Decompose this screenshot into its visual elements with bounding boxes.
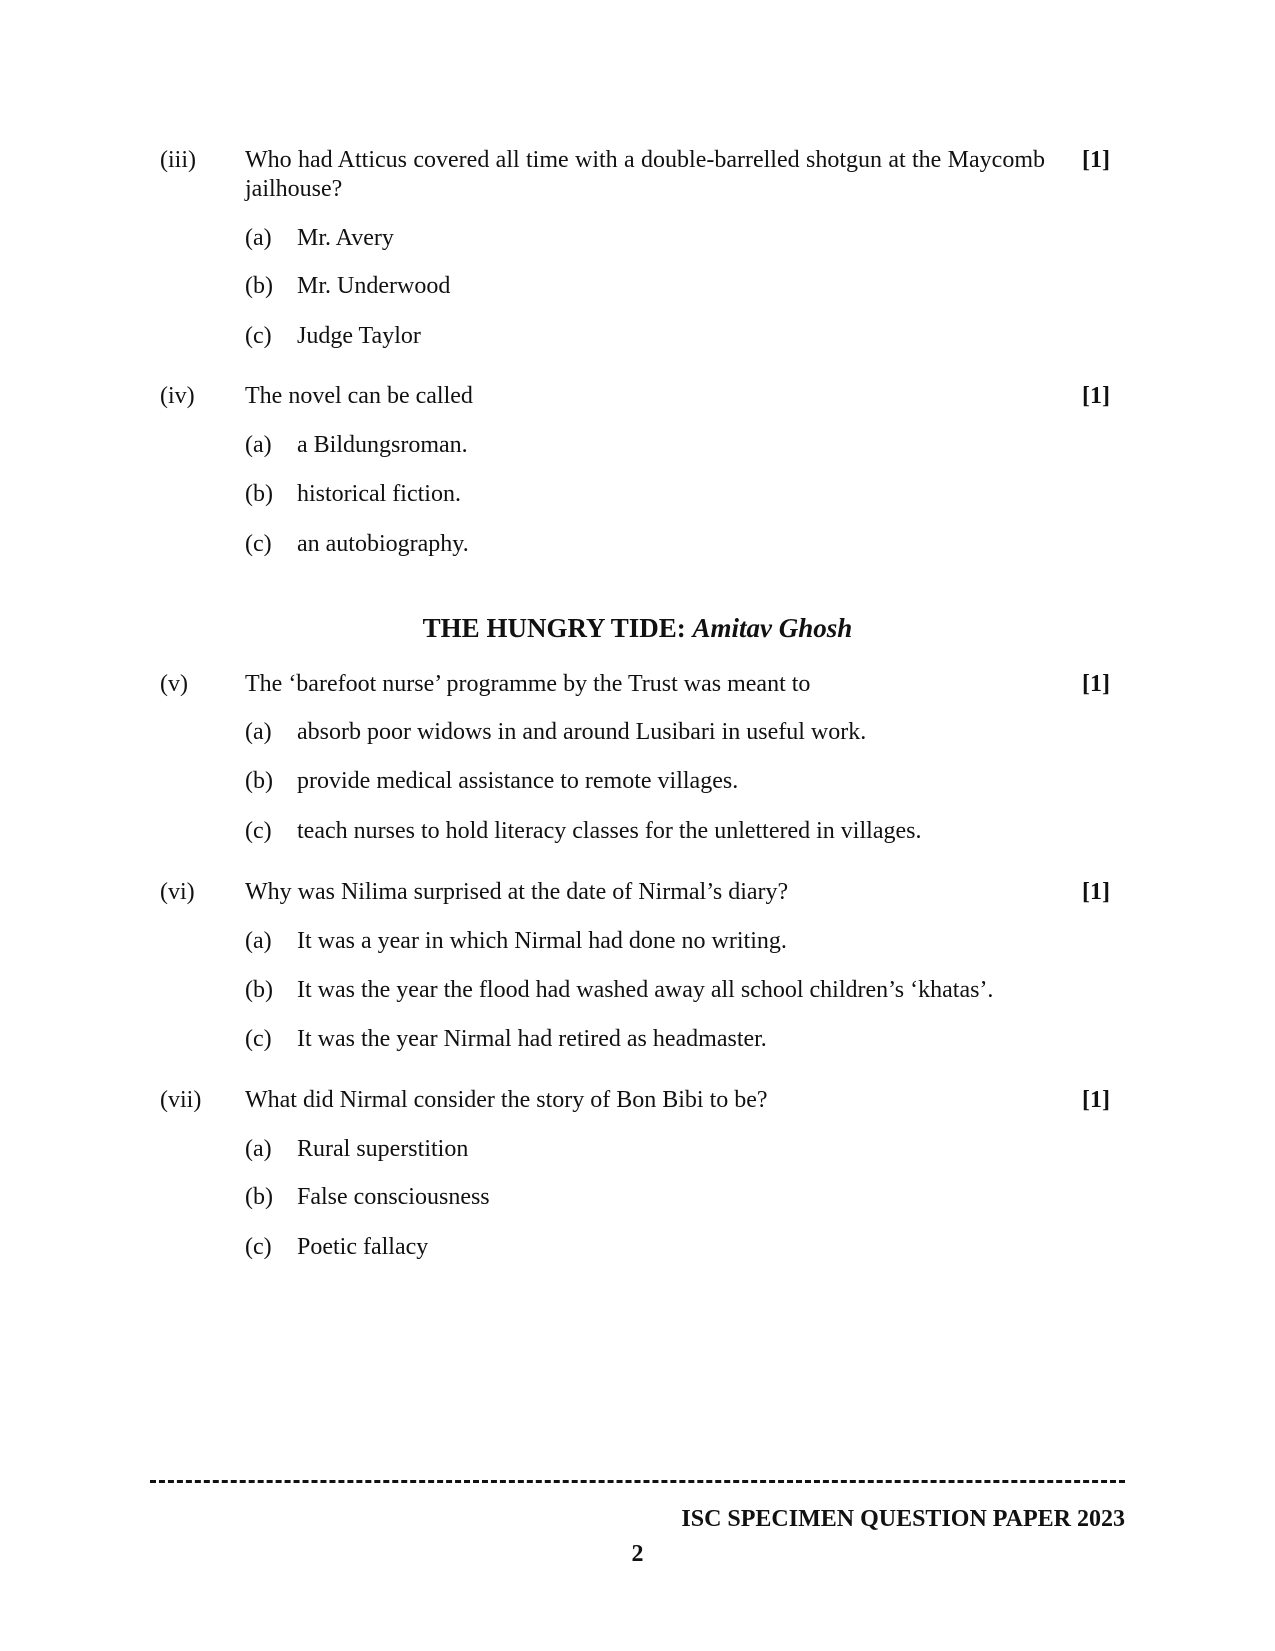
option-item	[245, 322, 421, 351]
option-text: a Bildungsroman.	[297, 432, 468, 458]
section-author: Amitav Ghosh	[692, 613, 853, 643]
option-item	[245, 976, 993, 1005]
option-item	[245, 1025, 767, 1054]
section-title: THE HUNGRY TIDE:	[422, 613, 686, 643]
option-item	[245, 718, 866, 747]
option-text: provide medical assistance to remote villages.	[297, 768, 739, 794]
option-text: absorb poor widows in and around Lusibari in useful work.	[297, 719, 867, 745]
option-text: an autobiography.	[297, 531, 469, 557]
option-label: (c)	[245, 323, 272, 349]
option-item	[245, 272, 450, 301]
question-marks: [1]	[1082, 383, 1110, 409]
option-item	[245, 480, 461, 509]
option-label: (c)	[245, 1234, 272, 1260]
question-number: (iii)	[160, 147, 196, 173]
option-item	[245, 817, 921, 846]
option-item	[245, 767, 738, 796]
option-label: (b)	[245, 1184, 273, 1210]
option-text: Mr. Underwood	[297, 273, 451, 299]
page-number: 2	[631, 1541, 644, 1567]
footer-title: ISC SPECIMEN QUESTION PAPER 2023	[681, 1506, 1125, 1532]
option-label: (c)	[245, 531, 272, 557]
option-text: Poetic fallacy	[297, 1234, 429, 1260]
option-text: teach nurses to hold literacy classes for the unlettered in villages.	[297, 818, 922, 844]
option-label: (a)	[245, 1136, 272, 1162]
option-item	[245, 927, 787, 956]
question-marks: [1]	[1082, 147, 1110, 173]
question-text: The ‘barefoot nurse’ programme by the Trust was meant to	[245, 671, 811, 697]
option-text: It was the year the flood had washed away all school children’s ‘khatas’.	[297, 977, 994, 1003]
question-number: (v)	[160, 671, 188, 697]
option-text: Mr. Avery	[297, 225, 394, 251]
option-text: historical fiction.	[297, 481, 461, 507]
question-text: What did Nirmal consider the story of Bon Bibi to be?	[245, 1087, 768, 1113]
option-label: (c)	[245, 1026, 272, 1052]
option-item	[245, 431, 468, 460]
option-item	[245, 1233, 428, 1262]
option-label: (c)	[245, 818, 272, 844]
option-text: It was a year in which Nirmal had done no writing.	[297, 928, 787, 954]
question-number: (iv)	[160, 383, 195, 409]
question-marks: [1]	[1082, 879, 1110, 905]
question-text: Who had Atticus covered all time with a double-barrelled shotgun at the Maycomb jailhouse?	[245, 147, 1045, 202]
section-heading	[0, 612, 1275, 644]
footer-divider	[150, 1480, 1125, 1483]
question-text: Why was Nilima surprised at the date of Nirmal’s diary?	[245, 879, 789, 905]
option-item	[245, 1135, 468, 1164]
option-label: (b)	[245, 273, 273, 299]
option-item	[245, 1183, 490, 1212]
question-number: (vi)	[160, 879, 195, 905]
option-label: (a)	[245, 719, 272, 745]
option-label: (a)	[245, 432, 272, 458]
option-item	[245, 530, 469, 559]
option-label: (a)	[245, 928, 272, 954]
option-text: Judge Taylor	[297, 323, 421, 349]
question-marks: [1]	[1082, 1087, 1110, 1113]
option-label: (b)	[245, 977, 273, 1003]
question-number: (vii)	[160, 1087, 202, 1113]
option-item	[245, 224, 394, 253]
option-text: False consciousness	[297, 1184, 490, 1210]
option-label: (b)	[245, 768, 273, 794]
question-marks: [1]	[1082, 671, 1110, 697]
question-text: The novel can be called	[245, 383, 473, 409]
option-text: It was the year Nirmal had retired as headmaster.	[297, 1026, 767, 1052]
option-label: (b)	[245, 481, 273, 507]
option-label: (a)	[245, 225, 272, 251]
option-text: Rural superstition	[297, 1136, 469, 1162]
